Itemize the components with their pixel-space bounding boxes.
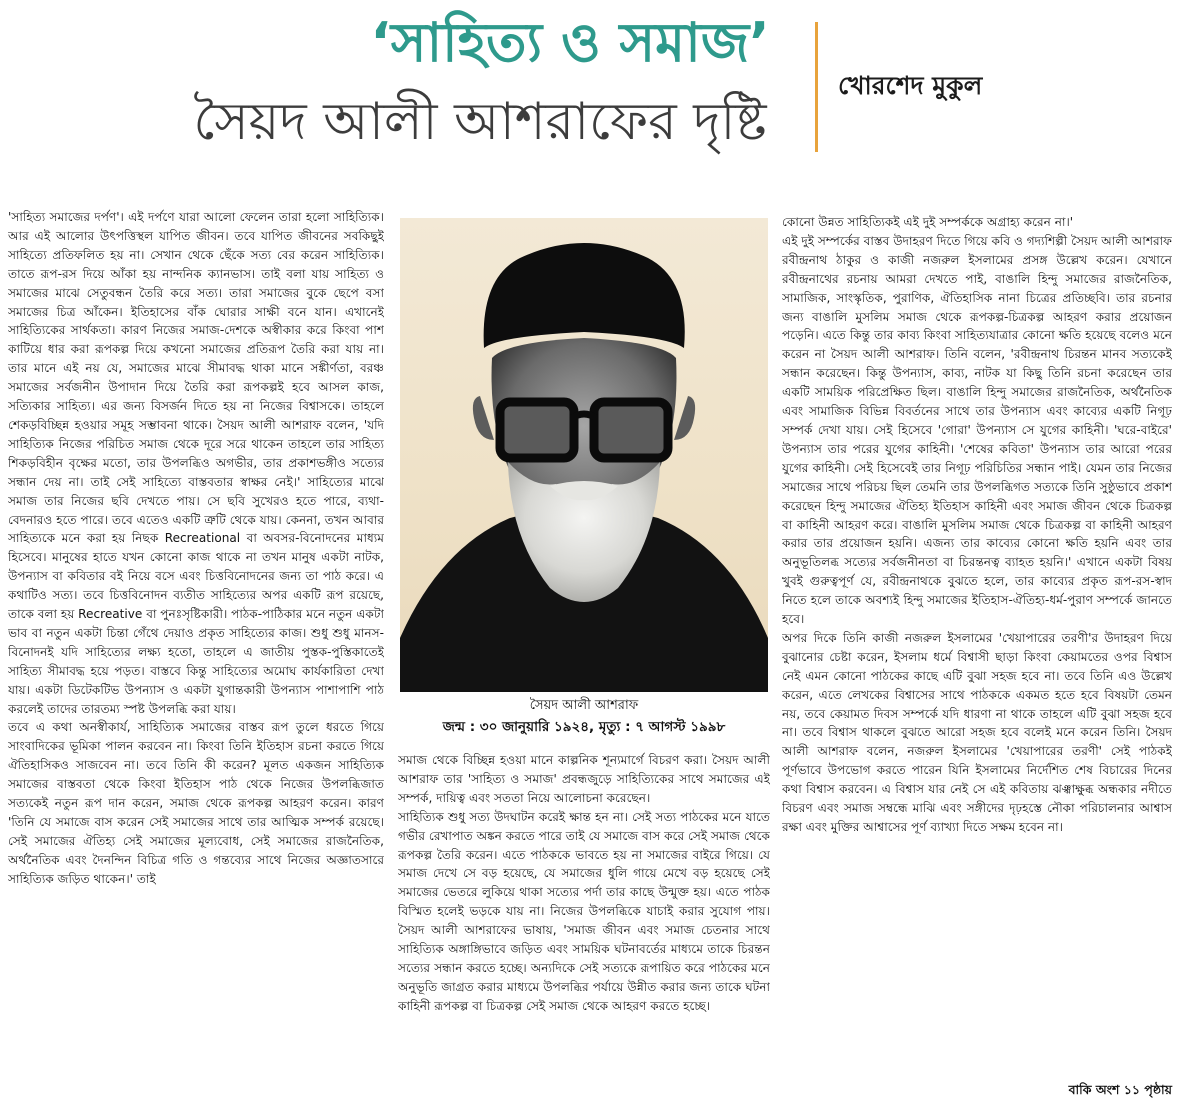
paragraph: 'সাহিত্য সমাজের দর্পণ'। এই দর্পণে যারা আলো ফেলেন তারা হলো সাহিত্যিক। আর এই আলোর উৎপত্তিস্থল যাপিত জীবন। তবে যাপিত জীবনের সবকিছুই সাহিত্যে প্রতিফলিত হয় না। সেখান থেকে ছেঁকে সত্য বের করেন সাহিত্যিক। তাতে রূপ-রস দিয়ে আঁকা হয় নান্দনিক ক্যানভাস। তাই বলা যায় সাহিত্য ও সমাজের মাঝে সেতুবন্ধন তৈরি করে সত্য। তারা সমাজের বুকে ছেপে বসা সমাজের চিত্র আঁকেন। ইতিহাসের বাঁক ঘোরার সাক্ষী বনে যান। এখানেই সাহিত্যিকের সার্থকতা। কারণ নিজের সমাজ-দেশকে অস্বীকার করে কিংবা পাশ কাটিয়ে ধার করা রূপকল্প দিয়ে কখনো সমাজের প্রতিরূপ তৈরি করা যায় না। তার মানে এই নয় যে, সমাজের মাঝে সীমাবদ্ধ থাকা মানে সঙ্কীর্ণতা, বরঞ্চ সমাজের সর্বজনীন উপাদান দিয়ে তৈরি করা রূপকল্পই হবে আসল কাজ, সত্যিকার সাহিত্য। এর জন্য বিসর্জন দিতে হয় না নিজের বিশ্বাসকে। তাহলে শেকড়বিচ্ছিন্ন হওয়ার সমূহ সম্ভাবনা থাকে। সৈয়দ আলী আশরাফ বলেন, 'যদি সাহিত্যিক নিজের পরিচিত সমাজ থেকে দূরে সরে থাকেন তাহলে তার সাহিত্য শিকড়বিহীন বৃক্ষের মতো, তার উপলব্ধিও অগভীর, তার প্রকাশভঙ্গীও সত্যের সন্ধান দেয় না। তাই সেই সাহিত্যে বাস্তবতার স্বাক্ষর নেই।' সাহিত্যের মাঝে সমাজ তার নিজের ছবি দেখতে পায়। সে ছবি সুখেরও হতে পারে, ব্যথা-বেদনারও হতে পারে। তবে এতেও একটি ত্রুটি থেকে যায়। কেননা, তখন আবার সাহিত্যকে মনে করা হয় নিছক Recreational বা অবসর-বিনোদনের মাধ্যম হিসেবে। মানুষের হাতে যখন কোনো কাজ থাকে না তখন মানুষ একটা নাটক, উপন্যাস বা কবিতার বই নিয়ে বসে এবং চিত্তবিনোদনের জন্য তা পাঠ করে। এ কথাটিও সত্য। তবে চিত্তবিনোদন ব্যতীত সাহিত্যের অপর একটি রূপ রয়েছে, তাকে বলা হয় Recreative বা পুনঃসৃষ্টিকারী। পাঠক-পাঠিকার মনে নতুন একটা ভাব বা নতুন একটা চিন্তা গেঁথে দেয়াও প্রকৃত সাহিত্যের কাজ। শুধু শুধু মানস-বিনোদনই যদি সাহিত্যের লক্ষ্য হতো, তাহলে এ জাতীয় পুস্তক-পুস্তিকাতেই সাহিত্য সীমাবদ্ধ হয়ে পড়ত। বাস্তবে কিন্তু সাহিত্যের অমোঘ কার্যকারিতা দেখা যায়। একটা ডিটেকটিভ উপন্যাস ও একটা যুগান্তকারী উপন্যাস পাশাপাশি পাঠ করলেই তাদের তারতম্য স্পষ্ট উপলব্ধি করা যায়।: [8, 210, 384, 716]
continued-on-page: বাকি অংশ ১১ পৃষ্ঠায়: [1068, 1082, 1172, 1097]
article-title: ‘সাহিত্য ও সমাজ’: [370, 11, 770, 74]
portrait-illustration: [400, 218, 768, 692]
paragraph: সাহিত্যিক শুধু সত্য উদঘাটন করেই ক্ষান্ত হন না। সেই সত্য পাঠকের মনে যাতে গভীর রেখাপাত অঙ্কন করতে পারে তাই যে সমাজে বাস করে সেই সমাজ থেকে রূপকল্প তৈরি করেন। এতে পাঠককে ভাবতে হয় না সমাজের বাইরে গিয়ে। যে সমাজ দেখে সে বড় হয়েছে, যে সমাজের ধুলি গায়ে মেখে বড় হয়েছে সেই সমাজের ভেতরে লুকিয়ে থাকা সত্যের পর্দা তার কাছে উন্মুক্ত হয়। এতে পাঠক বিস্মিত হলেই ভড়কে যায় না। নিজের উপলব্ধিকে যাচাই করার সুযোগ পায়। সৈয়দ আলী আশরাফের ভাষায়, 'সমাজ জীবন এবং সমাজ চেতনার সাথে সাহিত্যিক অঙ্গাঙ্গিভাবে জড়িত এবং সাময়িক ঘটনাবর্তের মাধ্যমে তাকে চিরন্তন সত্যের সন্ধান করতে হচ্ছে। অন্যদিকে সেই সত্যকে রূপায়িত করে পাঠকের মনে অনুভূতি জাগ্রত করার মাধ্যমে উপলব্ধির পর্যায়ে উন্নীত করার জন্য তাকে ঘটনা কাহিনী রূপকল্প বা চিত্রকল্প সেই সমাজ থেকে আহরণ করতে হচ্ছে।: [398, 809, 770, 1013]
title-divider: [815, 22, 818, 152]
article-header: [0, 0, 1179, 200]
column-right: [782, 213, 1172, 1079]
photo-caption-dates: জন্ম : ৩০ জানুয়ারি ১৯২৪, মৃত্যু : ৭ আগস্ট ১৯৯৮: [442, 719, 726, 735]
article-subtitle: সৈয়দ আলী আশরাফের দৃষ্টি: [193, 92, 767, 152]
portrait-photo: [400, 218, 768, 692]
paragraph: অপর দিকে তিনি কাজী নজরুল ইসলামের 'খেয়াপারের তরণী'র উদাহরণ দিয়ে বুঝানোর চেষ্টা করেন, ইসলাম ধর্মে বিশ্বাসী ছাড়া কিংবা কেয়ামতের ওপর বিশ্বাস নেই এমন কোনো পাঠকের কাছে এটি বুঝা সহজ হবে না। তবে তিনি এও উল্লেখ করেন, এতে লেখকের বিশ্বাসের সাথে পাঠককে একমত হতে হবে বিষয়টা তেমন নয়, তবে কেয়ামত দিবস সম্পর্কে যদি ধারণা না থাকে তাহলে এটি বুঝা সহজ হবে না। তবে বিশ্বাস থাকলে বুঝতে আরো সহজ হবে বলেই মনে করেন তিনি। সৈয়দ আলী আশরাফ বলেন, নজরুল ইসলামের 'খেয়াপারের তরণী' সেই পাঠকই পূর্ণভাবে উপভোগ করতে পারেন যিনি ইসলামের নির্দেশিত শেষ বিচারের দিনের কথা বিশ্বাস করবেন। এ বিশ্বাস যার নেই সে এই কবিতায় ঝঞ্ঝাক্ষুব্ধ অন্ধকার নদীতে বিচরণ এবং সমাজ সম্বন্ধে মাঝি এবং সঙ্গীদের দৃঢ়হস্তে নৌকা পরিচালনার আশ্বাস রক্ষা এবং মুক্তির আশ্বাসের পূর্ণ ব্যাখ্যা দিতে সক্ষম হবেন না।: [782, 630, 1172, 834]
column-middle: [398, 751, 770, 1101]
paragraph: সমাজ থেকে বিচ্ছিন্ন হওয়া মানে কাল্পনিক শূন্যমার্গে বিচরণ করা। সৈয়দ আলী আশরাফ তার 'সাহিত্য ও সমাজ' প্রবন্ধজুড়ে সাহিত্যিকের সাথে সমাজের এই সম্পর্ক, দায়িত্ব এবং সততা নিয়ে আলোচনা করেছেন।: [398, 753, 770, 805]
photo-caption: সৈয়দ আলী আশরাফ: [529, 698, 639, 713]
author-byline: খোরশেদ মুকুল: [838, 71, 983, 100]
paragraph: তবে এ কথা অনস্বীকার্য, সাহিত্যিক সমাজের বাস্তব রূপ তুলে ধরতে গিয়ে সাংবাদিকের ভূমিকা পালন করবেন না। কিংবা তিনি ইতিহাস রচনা করতে গিয়ে ঐতিহাসিকও সাজবেন না। তবে তিনি কী করেন? মূলত একজন সাহিত্যিক সমাজের বাস্তবতা থেকে কিংবা ইতিহাস পাঠ থেকে নিজের উপলব্ধিজাত সত্যকেই নতুন রূপ দান করেন, সমাজ থেকে রূপকল্প আহরণ করেন। কারণ 'তিনি যে সমাজে বাস করেন সেই সমাজের সাথে তার আত্মিক সম্পর্ক রয়েছে। সেই সমাজের ঐতিহ্য সেই সমাজের মূল্যবোধ, সেই সমাজের রাজনৈতিক, অর্থনৈতিক এবং দৈনন্দিন বিচিত্র গতি ও গন্তব্যের সাথে নিজের অজ্ঞাতসারে সাহিত্যিক জড়িত থাকেন।' তাই: [8, 720, 384, 886]
paragraph: এই দুই সম্পর্কের বাস্তব উদাহরণ দিতে গিয়ে কবি ও গদ্যশিল্পী সৈয়দ আলী আশরাফ রবীন্দ্রনাথ ঠাকুর ও কাজী নজরুল ইসলামের প্রসঙ্গ উল্লেখ করেন। যেখানে রবীন্দ্রনাথের রচনায় আমরা দেখতে পাই, বাঙালি হিন্দু সমাজের রাজনৈতিক, সামাজিক, সাংস্কৃতিক, পুরাণিক, ঐতিহাসিক নানা চিত্রের প্রতিচ্ছবি। তার রচনার জন্য বাঙালি মুসলিম সমাজ থেকে রূপকল্প-চিত্রকল্প আহরণ করার প্রয়োজন পড়েনি। এতে কিন্তু তার কাব্য কিংবা সাহিত্যযাত্রার কোনো ক্ষতি হয়েছে বলেও মনে করেন না সৈয়দ আলী আশরাফ। তিনি বলেন, 'রবীন্দ্রনাথ চিরন্তন মানব সত্যকেই সন্ধান করেছেন। কিন্তু উপন্যাস, কাব্য, নাটক যা কিছু তিনি রচনা করেছেন তার একটি সাময়িক পরিপ্রেক্ষিত ছিল। বাঙালি হিন্দু সমাজের রাজনৈতিক, অর্থনৈতিক এবং সামাজিক বিভিন্ন বিবর্তনের সাথে তার উপন্যাস এবং কাব্যের একটি নিগূঢ় সম্পর্ক দেখা যায়। সেই হিসেবে 'গোরা' উপন্যাস সে যুগের কাহিনী। 'ঘরে-বাইরে' উপন্যাস তার পরের যুগের কাহিনী। 'শেষের কবিতা' উপন্যাস তার আরো পরের যুগের কাহিনী। সেই হিসেবেই তার নিগূঢ় পরিচিতির সন্ধান পাই। যেমন তার নিজের সমাজের সাথে পরিচয় ছিল তেমনি তার উপলব্ধিগত সত্যকে তিনি সুষ্ঠুভাবে প্রকাশ করেছেন হিন্দু সমাজের ঐতিহ্য ইতিহাস কাহিনী এবং সমাজ জীবন থেকে চিত্রকল্প বা কাহিনী আহরণ করে। বাঙালি মুসলিম সমাজ থেকে চিত্রকল্প বা কাহিনী আহরণ করার তার প্রয়োজন হয়নি। এজন্য তার কাব্যের কোনো ক্ষতি হয়নি এবং তার অনুভূতিলব্ধ সত্যের সর্বজনীনতা বা চিরন্তনত্ব ব্যাহত হয়নি।' এখানে একটা বিষয় খুবই গুরুত্বপূর্ণ যে, রবীন্দ্রনাথকে বুঝতে হলে, তার কাব্যের প্রকৃত রূপ-রস-স্বাদ নিতে হলে তাকে অবশ্যই হিন্দু সমাজের ইতিহাস-ঐতিহ্য-ধর্ম-পুরাণ সম্পর্কে জানতে হবে।: [782, 233, 1172, 627]
paragraph: কোনো উন্নত সাহিত্যিকই এই দুই সম্পর্ককে অগ্রাহ্য করেন না।': [782, 215, 1074, 229]
column-left: [8, 208, 384, 1106]
